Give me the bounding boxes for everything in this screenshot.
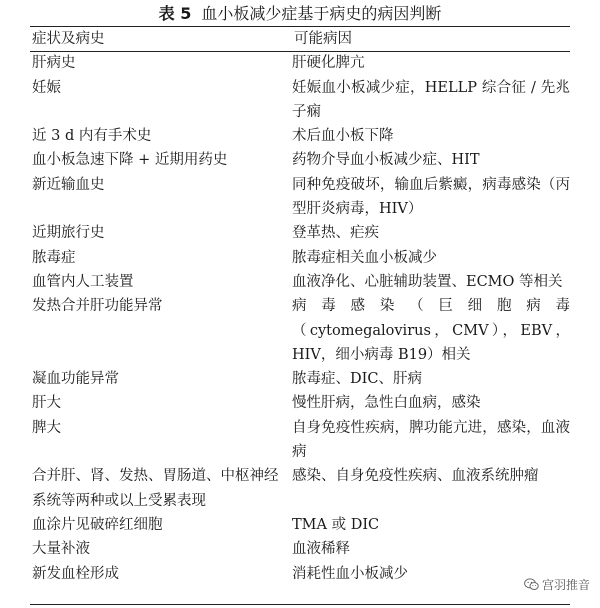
table-row: [30, 416, 570, 465]
table-row: [30, 148, 570, 172]
cause-cell: 血液稀释: [292, 541, 350, 558]
table-row: [30, 246, 570, 270]
table-caption: [0, 0, 600, 24]
cause-cell: 血液净化、心脏辅助装置、ECMO 等相关: [292, 273, 563, 290]
header-cause: 可能病因: [294, 31, 352, 47]
cause-cell: 登革热、疟疾: [292, 225, 379, 242]
cause-cell: 自身免疫性疾病，脾功能亢进，感染，血液病: [292, 419, 570, 461]
symptom-cell: 血管内人工装置: [32, 273, 134, 290]
table-row: [30, 513, 570, 537]
symptom-cell: 血涂片见破碎红细胞: [32, 516, 163, 533]
table-row: [30, 124, 570, 148]
watermark-text: 宫羽推音: [541, 578, 590, 592]
cause-cell: 脓毒症相关血小板减少: [292, 249, 437, 266]
symptom-cell: 脓毒症: [32, 249, 76, 266]
table-row: [30, 562, 570, 586]
symptom-cell: 新近输血史: [32, 176, 105, 193]
symptom-cell: 脾大: [32, 419, 61, 436]
table-row: [30, 173, 570, 222]
cause-cell: 慢性肝病，急性白血病，感染: [292, 395, 481, 412]
symptom-cell: 肝病史: [32, 55, 76, 72]
table-row: [30, 76, 570, 125]
wechat-icon: [524, 578, 539, 591]
cause-cell: 术后血小板下降: [292, 128, 394, 145]
symptom-cell: 血小板急速下降 + 近期用药史: [32, 152, 228, 169]
table-row: [30, 391, 570, 415]
cause-cell: 感染、自身免疫性疾病、血液系统肿瘤: [292, 468, 539, 485]
table-row: [30, 270, 570, 294]
cause-cell: TMA 或 DIC: [292, 516, 380, 533]
cause-cell: 消耗性血小板减少: [292, 565, 408, 582]
symptom-cell: 妊娠: [32, 79, 61, 96]
symptom-cell: 合并肝、肾、发热、胃肠道、中枢神经系统等两种或以上受累表现: [32, 468, 279, 509]
etiology-table: [30, 27, 570, 586]
symptom-cell: 近期旅行史: [32, 225, 105, 242]
watermark: [522, 575, 592, 594]
table-row: [30, 294, 570, 367]
table-row: [30, 367, 570, 391]
cause-cell: 脓毒症、DIC、肝病: [292, 371, 422, 388]
symptom-cell: 发热合并肝功能异常: [32, 298, 163, 315]
cause-cell: 肝硬化脾亢: [292, 55, 365, 72]
symptom-cell: 凝血功能异常: [32, 371, 119, 388]
cause-cell: 同种免疫破坏，输血后紫癜，病毒感染（丙型肝炎病毒，HIV）: [292, 176, 570, 218]
cause-cell: 药物介导血小板减少症、HIT: [292, 152, 480, 169]
cause-cell: 病毒感染（巨细胞病毒（cytomegalovirus，CMV），EBV，HIV，细小病毒 B19）相关: [292, 298, 570, 363]
table-title: 血小板减少症基于病史的病因判断: [201, 4, 442, 23]
header-row: [30, 27, 570, 51]
symptom-cell: 大量补液: [32, 541, 90, 558]
table-row: [30, 464, 570, 513]
table-row: [30, 537, 570, 561]
table-row: [30, 221, 570, 245]
symptom-cell: 新发血栓形成: [32, 565, 119, 582]
symptom-cell: 近 3 d 内有手术史: [32, 128, 152, 145]
symptom-cell: 肝大: [32, 395, 61, 412]
cause-cell: 妊娠血小板减少症，HELLP 综合征 / 先兆子痫: [292, 79, 570, 120]
table-row: [30, 51, 570, 75]
table-number: 表 5: [158, 4, 192, 23]
bottom-rule: [30, 604, 570, 605]
header-symptom: 症状及病史: [32, 31, 105, 47]
